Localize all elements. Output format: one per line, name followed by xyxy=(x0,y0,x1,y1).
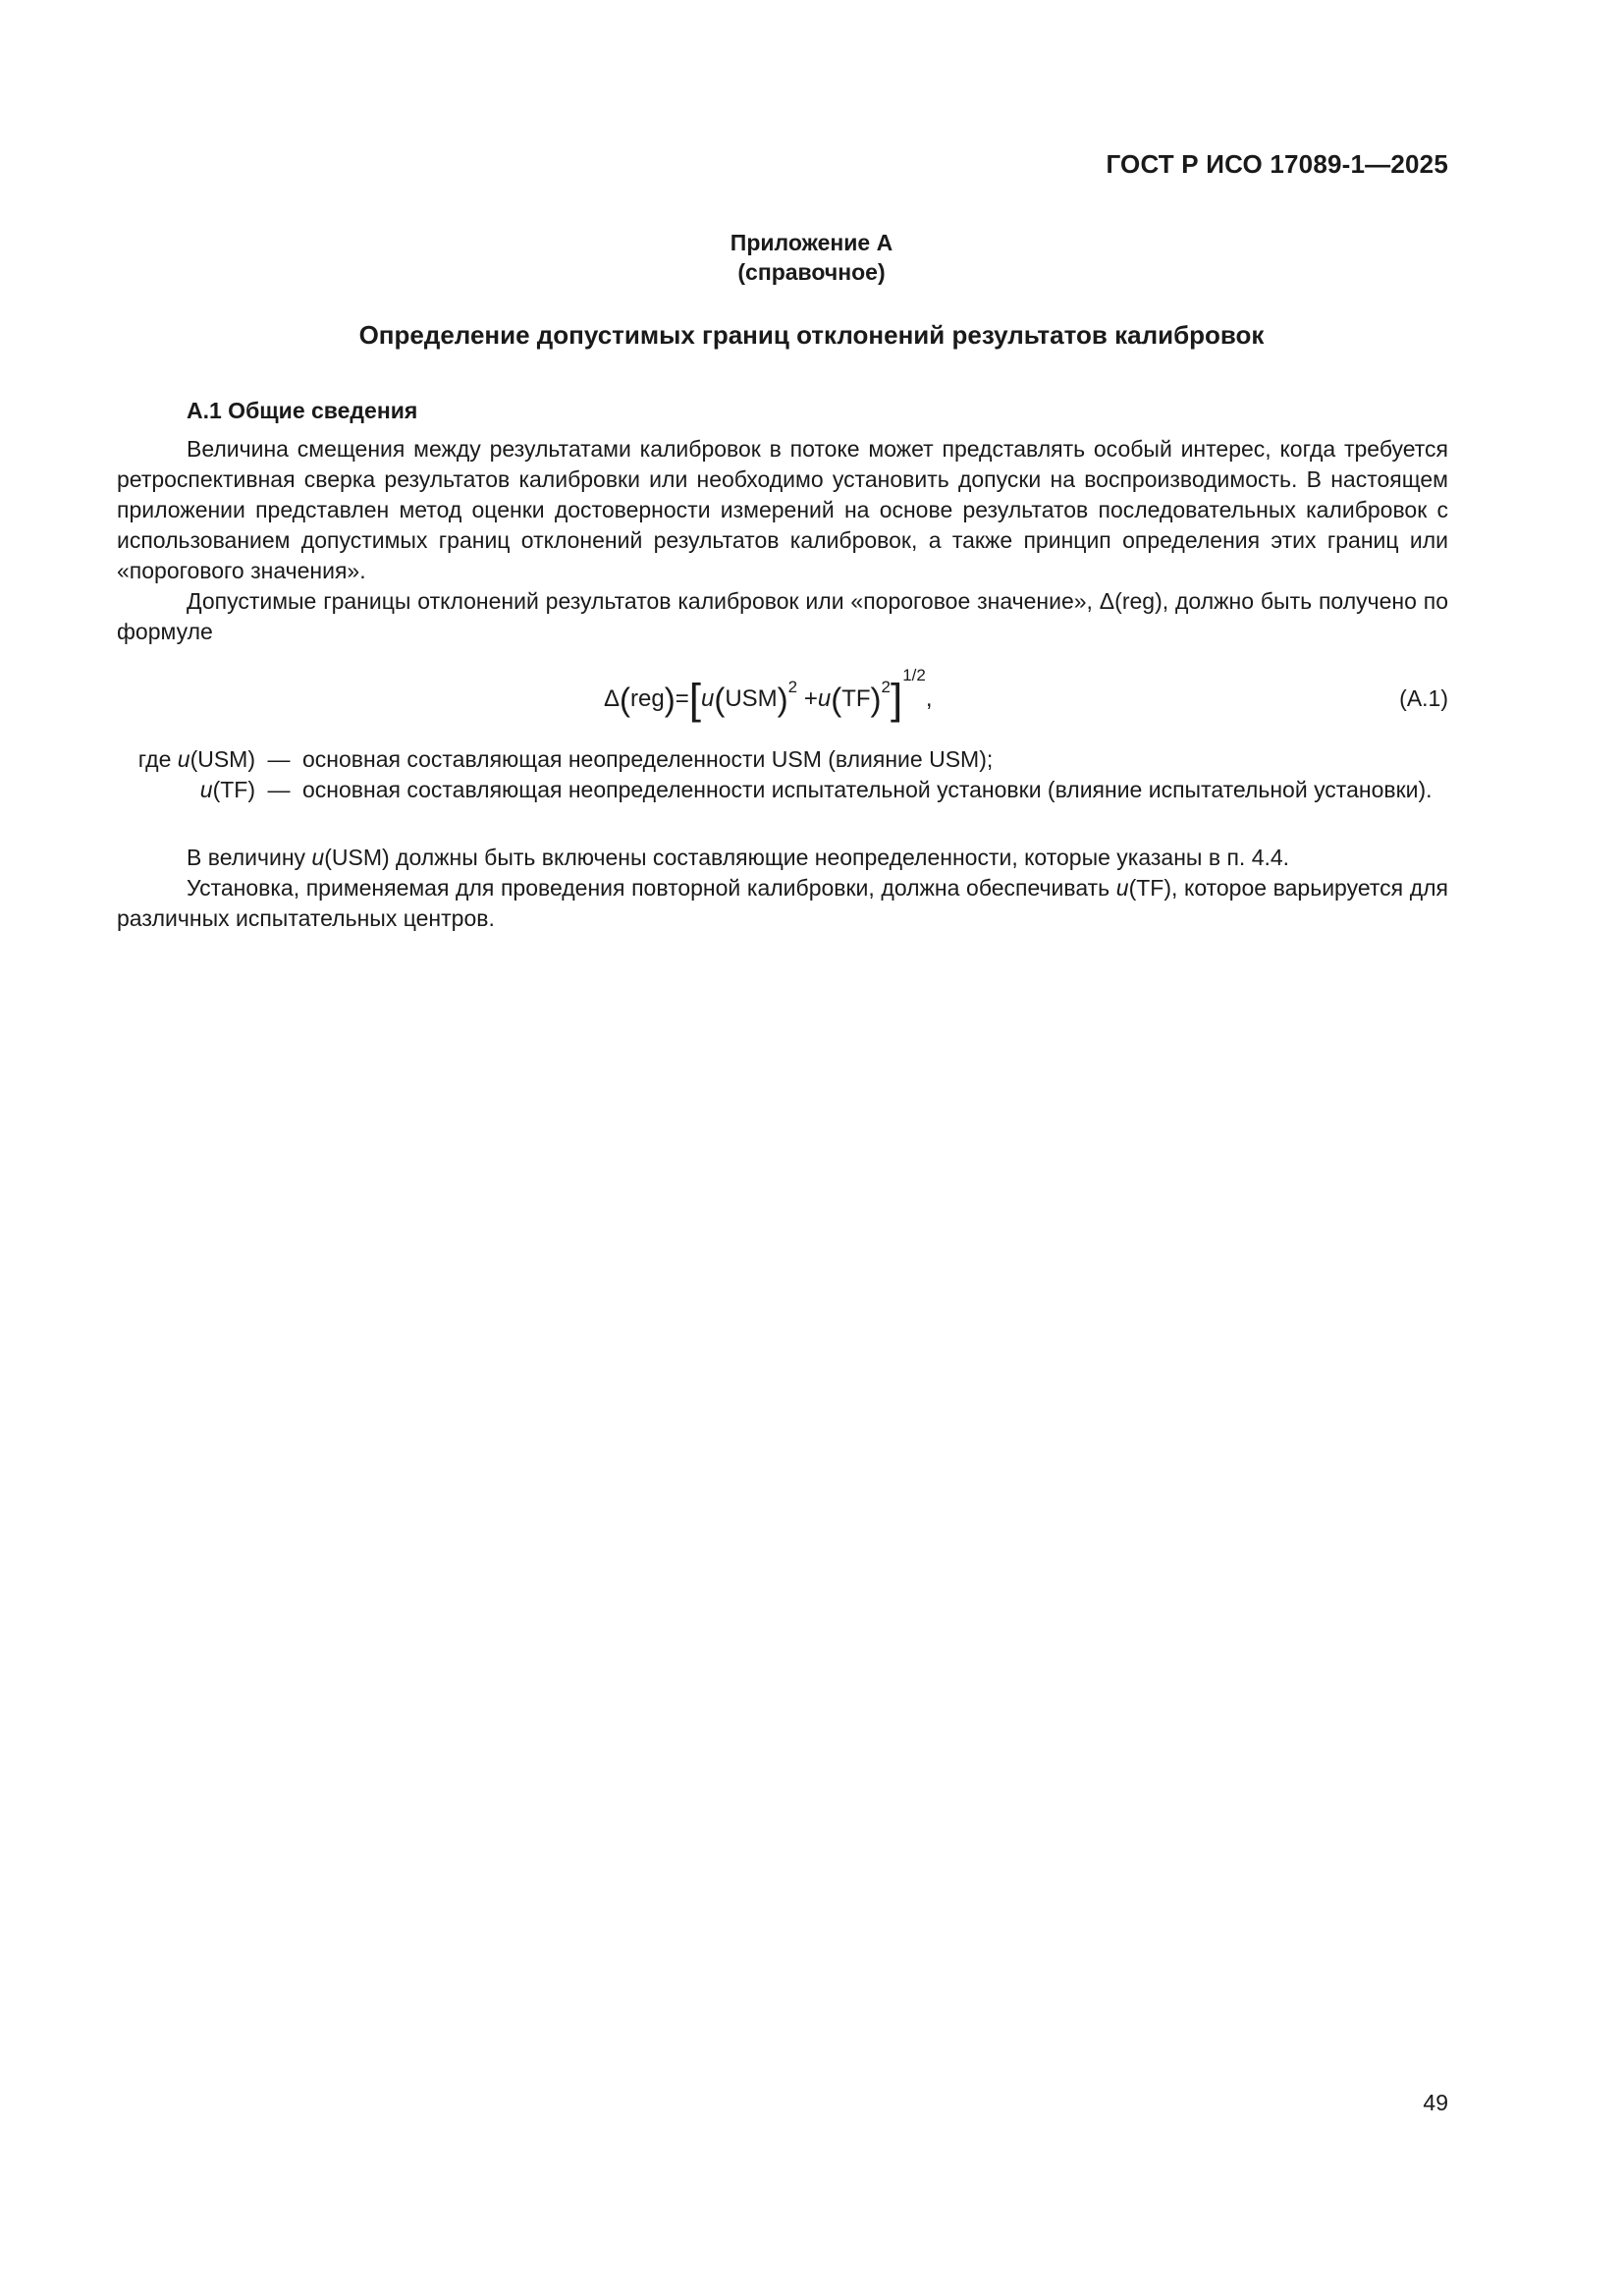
formula-usm: USM xyxy=(725,685,778,712)
formula-u-tf: u xyxy=(817,685,832,712)
formula-exponent: 1/2 xyxy=(902,666,926,684)
page-number: 49 xyxy=(1423,2090,1448,2115)
paragraph: Установка, применяемая для проведения повторной калибровки, должна обеспечивать u(TF), которое варьируется для различных испытательных центров. xyxy=(117,875,1448,931)
definition-term: u(TF) xyxy=(199,777,255,802)
formula-square: 2 xyxy=(787,678,798,696)
formula-plus: + xyxy=(803,685,818,712)
paragraph: В величину u(USM) должны быть включены составляющие неопределенности, которые указаны в п. 4.4. xyxy=(187,845,1290,870)
annex-title: Определение допустимых границ отклонений результатов калибровок xyxy=(358,320,1265,350)
formula-comma: , xyxy=(925,685,933,712)
equation-number: (А.1) xyxy=(1399,685,1448,711)
closing-paragraphs xyxy=(117,843,1448,934)
definition-dash: — xyxy=(267,746,291,772)
definition-term: где u(USM) xyxy=(137,746,255,772)
definition-dash: — xyxy=(267,777,291,802)
formula-reg: reg xyxy=(630,685,665,712)
formula: $\Delta(reg)=[u(USM)^2 +u(TF)^2]^{1/2}$, xyxy=(604,666,933,724)
definition-item xyxy=(117,744,1448,775)
formula-intro xyxy=(117,586,1448,647)
section-body xyxy=(117,434,1448,586)
formula-delta: Δ xyxy=(604,685,621,712)
definitions-list xyxy=(117,744,1448,805)
paragraph: Величина смещения между результатами калибровок в потоке может представлять особый интерес, когда требуется ретроспективная сверка результатов калибровки или необходимо установить допуски на воспроизводимость. В настоящем приложении представлен метод оценки достоверности измерений на основе результатов последовательных калибровок с использованием допустимых границ отклонений результатов калибровок, а также принцип определения этих границ или «порогового значения». xyxy=(117,436,1448,583)
formula-square: 2 xyxy=(881,678,891,696)
formula-tf: TF xyxy=(841,685,871,712)
formula-u-usm: u xyxy=(700,685,715,712)
annex-type: (справочное) xyxy=(737,259,886,285)
definition-text: основная составляющая неопределенности испытательной установки (влияние испытательной установки). xyxy=(302,777,1433,802)
formula-equals: = xyxy=(675,685,689,712)
definition-item xyxy=(117,775,1448,805)
annex-heading xyxy=(0,228,1623,287)
section-heading: А.1 Общие сведения xyxy=(187,398,418,423)
where-label: где xyxy=(137,746,172,772)
annex-label: Приложение А xyxy=(730,230,893,255)
paragraph: Допустимые границы отклонений результатов калибровок или «пороговое значение», Δ(reg), должно быть получено по формуле xyxy=(117,588,1448,644)
document-code: ГОСТ Р ИСО 17089-1—2025 xyxy=(1106,149,1448,179)
definition-text: основная составляющая неопределенности USM (влияние USM); xyxy=(302,746,994,772)
